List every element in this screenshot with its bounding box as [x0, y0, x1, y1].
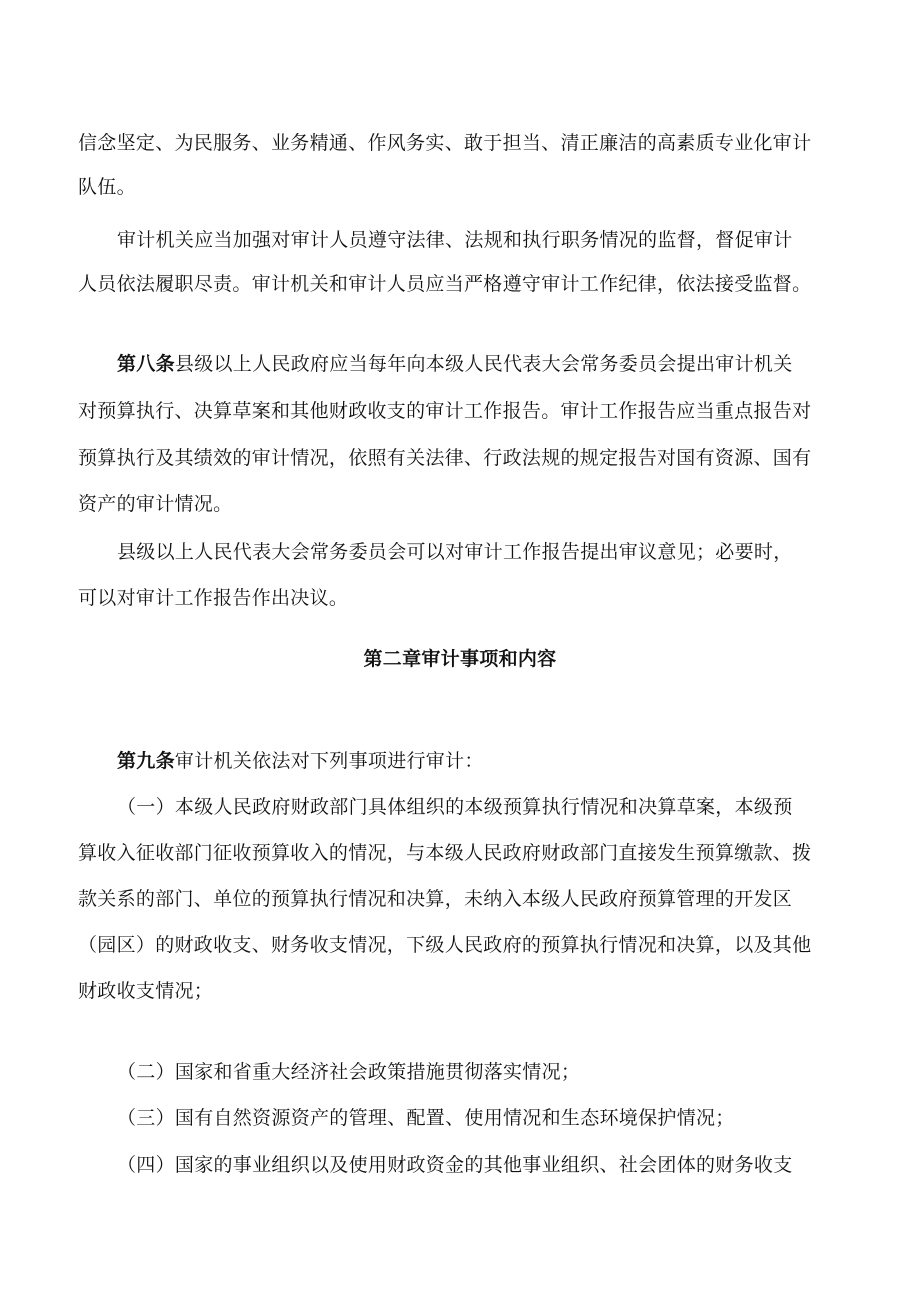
line-text: 对预算执行、决算草案和其他财政收支的审计工作报告。审计工作报告应当重点报告对 [78, 400, 812, 422]
article-8-heading: 第八条 [117, 353, 175, 375]
paragraph-line [78, 128, 811, 158]
line-text: （二）国家和省重大经济社会政策措施贯彻落实情况； [117, 1061, 581, 1083]
line-text: 算收入征收部门征收预算收入的情况，与本级人民政府财政部门直接发生预算缴款、拨 [78, 842, 812, 864]
line-text: 可以对审计工作报告作出决议。 [78, 587, 349, 609]
line-text: 财政收支情况； [78, 980, 214, 1002]
line-text: 预算执行及其绩效的审计情况，依照有关法律、行政法规的规定报告对国有资源、国有 [78, 447, 812, 469]
paragraph-line [78, 269, 811, 299]
article-9-first-line [117, 746, 484, 776]
paragraph-line [78, 838, 811, 868]
line-text: 队伍。 [78, 176, 136, 198]
line-text: 人员依法履职尽责。审计机关和审计人员应当严格遵守审计工作纪律，依法接受监督。 [78, 273, 812, 295]
chapter-title: 第二章审计事项和内容 [363, 648, 557, 670]
line-text: 审计机关依法对下列事项进行审计： [174, 750, 484, 772]
paragraph-line [78, 884, 792, 914]
paragraph-line [78, 976, 213, 1006]
list-item-1-line [117, 792, 793, 822]
line-text: 款关系的部门、单位的预算执行情况和决算，未纳入本级人民政府预算管理的开发区 [78, 888, 793, 910]
list-item-2-line [117, 1057, 580, 1087]
line-text: （四）国家的事业组织以及使用财政资金的其他事业组织、社会团体的财务收支 [117, 1154, 793, 1176]
paragraph-line [78, 930, 811, 960]
article-8-first-line [117, 349, 793, 379]
list-item-3-line [117, 1103, 735, 1133]
line-text: 县级以上人民代表大会常务委员会可以对审计工作报告提出审议意见；必要时， [117, 541, 793, 563]
line-text: 审计机关应当加强对审计人员遵守法律、法规和执行职务情况的监督，督促审计 [117, 229, 793, 251]
line-text: （园区）的财政收支、财务收支情况，下级人民政府的预算执行情况和决算，以及其他 [78, 934, 812, 956]
chapter-heading [0, 644, 920, 674]
line-text: 县级以上人民政府应当每年向本级人民代表大会常务委员会提出审计机关 [174, 353, 793, 375]
paragraph-line [117, 225, 793, 255]
paragraph-line [78, 172, 136, 202]
paragraph-line [78, 489, 232, 519]
paragraph-line [117, 537, 793, 567]
paragraph-line [78, 396, 811, 426]
paragraph-line [78, 443, 811, 473]
line-text: 资产的审计情况。 [78, 493, 233, 515]
paragraph-line [78, 583, 348, 613]
list-item-4-line [117, 1150, 793, 1180]
article-9-heading: 第九条 [117, 750, 175, 772]
line-text: 信念坚定、为民服务、业务精通、作风务实、敢于担当、清正廉洁的高素质专业化审计 [78, 132, 812, 154]
line-text: （一）本级人民政府财政部门具体组织的本级预算执行情况和决算草案，本级预 [117, 796, 793, 818]
line-text: （三）国有自然资源资产的管理、配置、使用情况和生态环境保护情况； [117, 1107, 735, 1129]
